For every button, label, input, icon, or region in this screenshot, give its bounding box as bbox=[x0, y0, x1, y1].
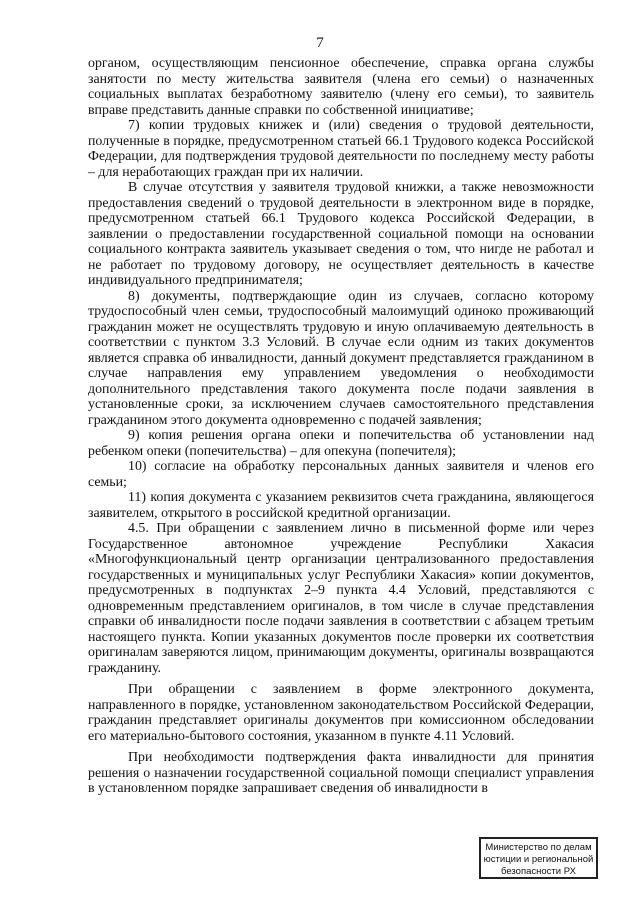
paragraph-item-11: 11) копия документа с указанием реквизитов счета гражданина, являющегося заявителем, открытого в российской кредитной организации. bbox=[88, 490, 594, 521]
paragraph-no-work-record: В случае отсутствия у заявителя трудовой книжки, а также невозможности предоставления сведений о трудовой деятельности в электронном виде в порядке, предусмотренном статьей 66.1 Трудового кодекса Российской Федерации, в заявлении о предоставлении государственной социальной помощи на основании социального контракта заявитель указывает сведения о том, что нигде не работал и не работает по трудовому договору, не осуществляет деятельность в качестве индивидуального предпринимателя; bbox=[88, 180, 594, 288]
ministry-stamp bbox=[479, 837, 598, 879]
paragraph-item-9: 9) копия решения органа опеки и попечительства об установлении над ребенком опеки (попечительства) – для опекуна (попечителя); bbox=[88, 428, 594, 459]
paragraph-4-5: 4.5. При обращении с заявлением лично в письменной форме или через Государственное автономное учреждение Республики Хакасия «Многофункциональный центр организации централизованного предоставления государственных и муниципальных услуг Республики Хакасия» копии документов, предусмотренных в подпунктах 2–9 пункта 4.4 Условий, представляются с одновременным представлением оригиналов, в том числе в случае представления справки об инвалидности после подачи заявления в соответствии с абзацем третьим настоящего пункта. Копии указанных документов после проверки их соответствия оригиналам заверяются лицом, принимающим документы, оригиналы возвращаются гражданину. bbox=[88, 521, 594, 676]
paragraph-item-7: 7) копии трудовых книжек и (или) сведения о трудовой деятельности, полученные в порядке, предусмотренном статьей 66.1 Трудового кодекса Российской Федерации, для подтверждения трудовой деятельности по последнему месту работы – для неработающих граждан при их наличии. bbox=[88, 118, 594, 180]
page-number: 7 bbox=[316, 35, 324, 51]
paragraph-disability-confirmation: При необходимости подтверждения факта инвалидности для принятия решения о назначении государственной социальной помощи специалист управления в установленном порядке запрашивает сведения об инвалидности в bbox=[88, 750, 594, 796]
stamp-line: безопасности РХ bbox=[501, 866, 576, 877]
stamp-line: юстиции и региональной bbox=[483, 854, 594, 865]
paragraph-electronic-application: При обращении с заявлением в форме электронного документа, направленного в порядке, установленном законодательством Российской Федерации, гражданин представляет оригиналы документов при комиссионном обследовании его материально-бытового состояния, указанном в пункте 4.11 Условий. bbox=[88, 682, 594, 744]
paragraph-item-8: 8) документы, подтверждающие один из случаев, согласно которому трудоспособный член семьи, трудоспособный малоимущий одиноко проживающий гражданин может не осуществлять трудовую и иную оплачиваемую деятельность в соответствии с пунктом 3.3 Условий. В случае если одним из таких документов является справка об инвалидности, данный документ представляется гражданином в случае направления ему управлением уведомления о необходимости дополнительного представления такого документа после подачи заявления в установленные сроки, за исключением случаев самостоятельного представления гражданином этого документа одновременно с подачей заявления; bbox=[88, 288, 594, 428]
stamp-line: Министерство по делам bbox=[485, 842, 592, 853]
paragraph-item-10: 10) согласие на обработку персональных данных заявителя и членов его семьи; bbox=[88, 459, 594, 490]
paragraph-continuation: органом, осуществляющим пенсионное обеспечение, справка органа службы занятости по месту жительства заявителя (члена его семьи) о назначенных социальных выплатах безработному заявителю (члену его семьи), то заявитель вправе представить данные справки по собственной инициативе; bbox=[88, 56, 594, 118]
document-body bbox=[88, 56, 594, 797]
